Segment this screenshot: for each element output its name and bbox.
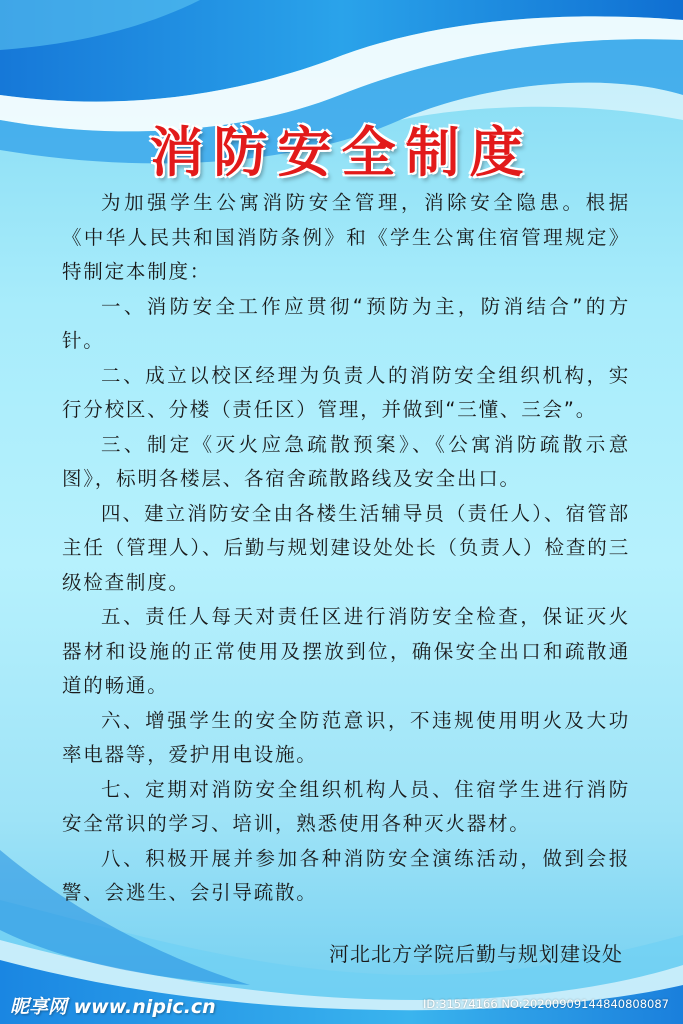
rule-3: 三、制定《灭火应急疏散预案》、《公寓消防疏散示意图》，标明各楼层、各宿舍疏散路线及安全出口。: [62, 432, 630, 490]
rule-2: 二、成立以校区经理为负责人的消防安全组织机构，实行分校区、分楼（责任区）管理，并做到“三懂、三会”。: [62, 363, 630, 421]
rule-5: 五、责任人每天对责任区进行消防安全检查，保证灭火器材和设施的正常使用及摆放到位，确保安全出口和疏散通道的畅通。: [62, 605, 630, 697]
rule-1: 一、消防安全工作应贯彻“预防为主，防消结合”的方针。: [62, 294, 630, 352]
rule-6: 六、增强学生的安全防范意识，不违规使用明火及大功率电器等，爱护用电设施。: [62, 708, 630, 766]
rule-4: 四、建立消防安全由各楼生活辅导员（责任人）、宿管部主任（管理人）、后勤与规划建设处处长（负责人）检查的三级检查制度。: [62, 501, 630, 594]
rule-7: 七、定期对消防安全组织机构人员、住宿学生进行消防安全常识的学习、培训，熟悉使用各种灭火器材。: [62, 777, 630, 835]
regulation-text: [62, 186, 630, 911]
issuer-signature: 河北北方学院后勤与规划建设处: [329, 942, 623, 966]
watermark-logo: 昵享网 www.nipic.cn: [10, 996, 216, 1018]
intro-paragraph: 为加强学生公寓消防安全管理，消除安全隐患。根据《中华人民共和国消防条例》和《学生公寓住宿管理规定》特制定本制度：: [62, 191, 630, 283]
page-title: 消防安全制度: [149, 121, 534, 184]
watermark-id: ID:31574166 NO:20200909144840808087: [423, 997, 669, 1011]
rule-8: 八、积极开展并参加各种消防安全演练活动，做到会报警、会逃生、会引导疏散。: [62, 846, 630, 904]
